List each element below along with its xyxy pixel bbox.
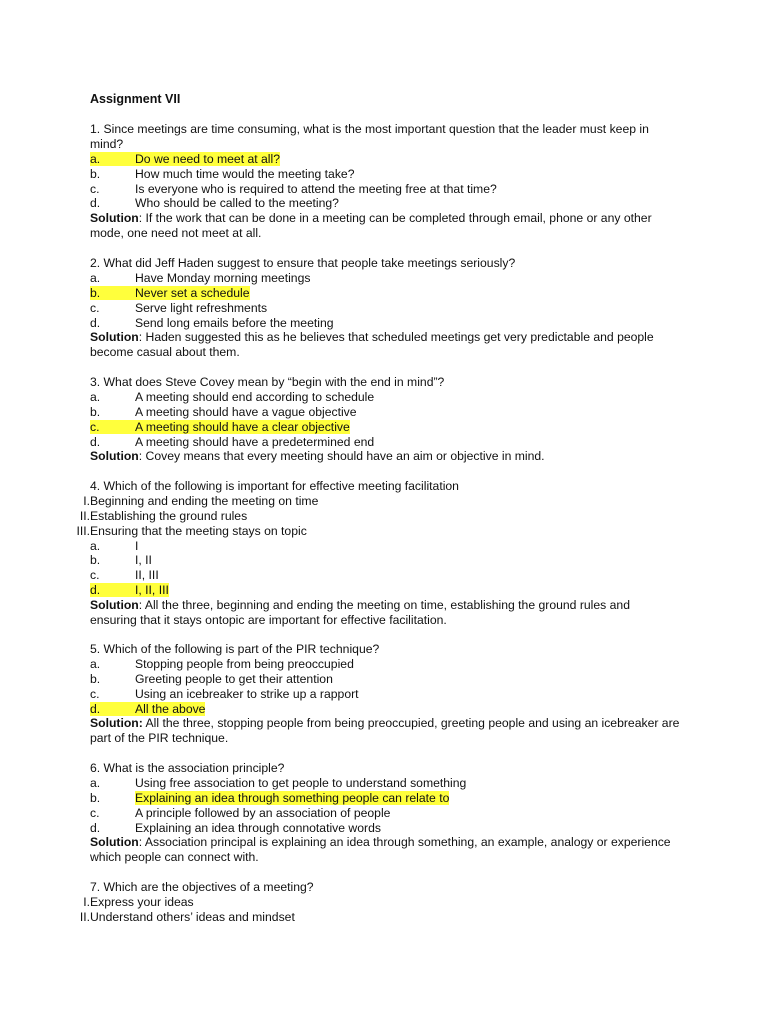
statement-ii: II. Establishing the ground rules <box>79 508 248 523</box>
statement-ii: II. Understand others’ ideas and mindset <box>79 909 295 924</box>
option-c: c. A meeting should have a clear objective <box>90 419 350 434</box>
question-6 <box>90 761 680 865</box>
option-d: d. Explaining an idea through connotative words <box>90 820 381 835</box>
statement-iii: III. Ensuring that the meeting stays on topic <box>76 523 307 538</box>
question-7 <box>79 880 680 925</box>
option-b: b. Greeting people to get their attention <box>90 671 333 686</box>
solution: Solution: If the work that can be done in a meeting can be completed through email, phone or any other mode, one need not meet at all. <box>90 211 652 241</box>
solution: Solution: Association principal is explaining an idea through something, an example, analogy or experience which people can connect with. <box>90 835 671 865</box>
solution: Solution: All the three, stopping people from being preoccupied, greeting people and using an icebreaker are part of the PIR technique. <box>90 716 680 746</box>
question-2 <box>90 256 680 360</box>
option-a: a. Stopping people from being preoccupied <box>90 656 354 671</box>
question-4 <box>76 479 680 628</box>
question-text: 5. Which of the following is part of the PIR technique? <box>90 642 380 656</box>
option-b: b. A meeting should have a vague objective <box>90 404 357 419</box>
option-c: c. Using an icebreaker to strike up a rapport <box>90 686 359 701</box>
solution: Solution: All the three, beginning and ending the meeting on time, establishing the ground rules and ensuring that it stays ontopic are important for effective facilitation. <box>90 598 630 628</box>
question-5 <box>90 642 680 746</box>
question-text: 4. Which of the following is important for effective meeting facilitation <box>90 479 459 493</box>
assignment-title: Assignment VII <box>90 92 181 106</box>
option-d: d. All the above <box>90 701 206 716</box>
option-d: d. Send long emails before the meeting <box>90 315 334 330</box>
question-3 <box>90 375 680 464</box>
option-c: c. A principle followed by an association of people <box>90 805 391 820</box>
solution: Solution: Haden suggested this as he believes that scheduled meetings get very predictable and people become casual about them. <box>90 330 654 360</box>
option-c: c. Serve light refreshments <box>90 300 268 315</box>
question-text: 3. What does Steve Covey mean by “begin with the end in mind”? <box>90 375 445 389</box>
question-1 <box>90 122 680 241</box>
option-b: b. Explaining an idea through something people can relate to <box>90 790 450 805</box>
statement-i: I. Beginning and ending the meeting on time <box>83 493 319 508</box>
option-a: a. A meeting should end according to schedule <box>90 389 375 404</box>
option-b: b. How much time would the meeting take? <box>90 166 355 181</box>
question-text: 1. Since meetings are time consuming, what is the most important question that the leader must keep in mind? <box>90 122 649 151</box>
option-b: b. Never set a schedule <box>90 285 250 300</box>
question-text: 7. Which are the objectives of a meeting? <box>90 880 314 894</box>
option-a: a. Have Monday morning meetings <box>90 270 311 285</box>
option-a: a. Do we need to meet at all? <box>90 151 280 166</box>
statement-i: I. Express your ideas <box>83 894 194 909</box>
option-a: a. I <box>90 538 139 553</box>
option-c: c. Is everyone who is required to attend the meeting free at that time? <box>90 181 497 196</box>
question-text: 2. What did Jeff Haden suggest to ensure that people take meetings seriously? <box>90 256 516 270</box>
option-d: d. I, II, III <box>90 583 169 598</box>
option-d: d. A meeting should have a predetermined end <box>90 434 375 449</box>
option-c: c. II, III <box>90 568 159 583</box>
question-text: 6. What is the association principle? <box>90 761 285 775</box>
option-d: d. Who should be called to the meeting? <box>90 196 339 211</box>
option-a: a. Using free association to get people to understand something <box>90 775 467 790</box>
solution: Solution: Covey means that every meeting should have an aim or objective in mind. <box>90 449 545 464</box>
option-b: b. I, II <box>90 553 152 568</box>
